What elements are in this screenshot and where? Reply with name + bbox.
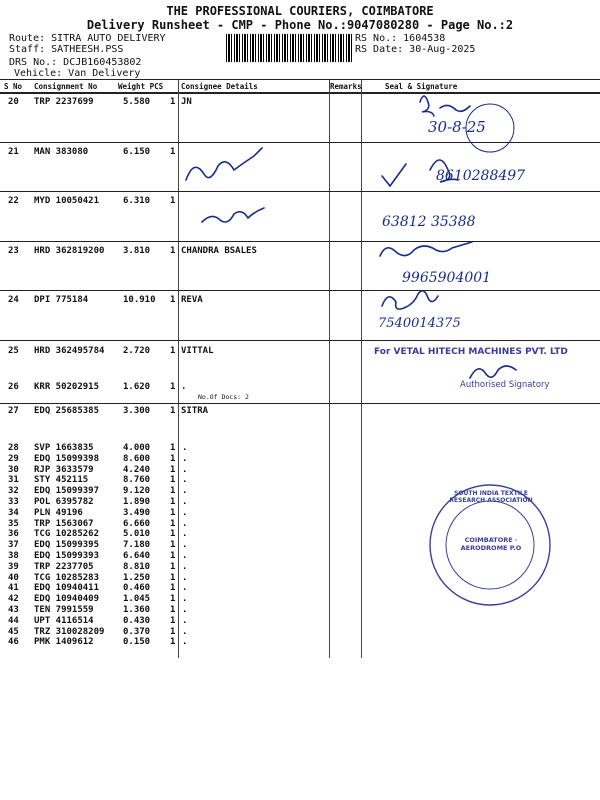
col-weight-pcs: Weight PCS [118,82,164,91]
sno: 23 [8,246,19,256]
consignment-no: TRP 2237705 [34,561,94,572]
weight: 0.370 [123,626,151,637]
consignment-no: TEN 7991559 [34,605,94,615]
sno: 28 [8,443,19,453]
consignment-no: TRP 2237699 [34,97,94,107]
consignment-no: UPT 4116514 [34,615,94,626]
drs-number: DRS No.: DCJB160453802 [9,57,142,68]
consignee-placeholder: . [182,540,188,551]
signature-25 [470,366,516,378]
col-consignment: Consignment No [34,82,98,91]
pcs: 1 [170,583,176,594]
weight: 3.300 [123,406,151,416]
pcs: 1 [170,443,176,453]
consignee-placeholder: . [182,615,188,626]
consignment-no: PMK 1409612 [34,637,94,648]
pcs: 1 [170,626,176,637]
pcs: 1 [170,497,176,507]
weight: 5.580 [123,97,151,107]
sno: 44 [8,615,19,626]
handwritten-phone-23: 9965904001 [402,270,492,286]
col-sno: S No [4,82,23,91]
consignment-no: EDQ 25685385 [34,406,100,416]
weight: 1.890 [123,497,151,507]
pcs: 1 [170,540,176,551]
consignee-placeholder: . [182,583,188,594]
sno: 20 [8,97,19,107]
pcs: 1 [170,453,176,464]
consignee-placeholder: . [182,486,188,497]
consignment-no: EDQ 10940411 [34,583,100,594]
pcs: 1 [170,518,176,529]
consignee-placeholder: . [182,497,188,507]
pcs: 1 [170,246,176,256]
consignee-placeholder: . [182,561,188,572]
weight: 3.490 [123,507,151,518]
consignee-placeholder: . [182,605,188,615]
signature-24 [382,291,438,309]
sitra-stamp-ring-text: SOUTH INDIA TEXTILE RESEARCH ASSOCIATION [449,490,533,504]
weight: 6.660 [123,518,151,529]
consignee-placeholder: . [182,637,188,648]
consignment-no: HRD 362819200 [34,246,105,256]
pcs: 1 [170,605,176,615]
pcs: 1 [170,97,176,107]
sitra-stamp-inner-text: COIMBATORE · AERODROME P.O [460,536,522,552]
rs-number: RS No.: 1604538 [355,33,446,44]
consignment-no: SVP 1663835 [34,443,94,453]
consignment-no: EDQ 15099397 [34,486,100,497]
consignee-placeholder: . [182,464,188,475]
sno: 25 [8,346,19,356]
pcs: 1 [170,295,176,305]
consignment-no: EDQ 15099393 [34,551,100,561]
vetal-stamp-signatory: Authorised Signatory [460,380,550,390]
weight: 0.460 [123,583,151,594]
consignee-placeholder: . [182,475,188,486]
weight: 9.120 [123,486,151,497]
consignee-placeholder: . [182,572,188,583]
sno: 30 [8,464,19,475]
staff-label: Staff: SATHEESH.PSS [9,44,124,55]
sno: 27 [8,406,19,416]
pcs: 1 [170,406,176,416]
weight: 6.640 [123,551,151,561]
consignee-placeholder: . [182,507,188,518]
weight: 3.810 [123,246,151,256]
sno: 32 [8,486,19,497]
pcs: 1 [170,572,176,583]
consignee-scrawl-22 [202,208,264,222]
consignee: REVA [181,295,203,305]
sno: 29 [8,453,19,464]
sno: 46 [8,637,19,648]
sno: 35 [8,518,19,529]
no-of-docs: No.Of Docs: 2 [198,393,249,401]
consignment-no: DPI 775184 [34,295,89,305]
col-consignee: Consignee Details [181,82,258,91]
route-label: Route: SITRA AUTO DELIVERY [9,33,166,44]
consignee: CHANDRA BSALES [181,246,257,256]
pcs: 1 [170,551,176,561]
vetal-stamp-company: For VETAL HITECH MACHINES PVT. LTD [374,347,568,357]
handwritten-date-20: 30-8-25 [428,118,486,136]
weight: 4.000 [123,443,151,453]
sno: 21 [8,147,19,157]
vehicle-label: Vehicle: Van Delivery [14,68,141,79]
consignee: . [181,382,187,392]
pcs: 1 [170,507,176,518]
weight: 7.180 [123,540,151,551]
consignee-placeholder: . [182,529,188,540]
weight: 1.360 [123,605,151,615]
sno: 31 [8,475,19,486]
pcs: 1 [170,464,176,475]
consignee: SITRA [181,406,209,416]
weight: 6.150 [123,147,151,157]
sno: 39 [8,561,19,572]
consignee-scrawl-21 [186,148,262,180]
pcs: 1 [170,475,176,486]
sno: 34 [8,507,19,518]
consignment-no: TRZ 310028209 [34,626,105,637]
signature-23 [380,242,472,256]
sno: 45 [8,626,19,637]
consignee-placeholder: . [182,594,188,605]
consignment-no: EDQ 15099395 [34,540,100,551]
pcs: 1 [170,594,176,605]
consignment-no: KRR 50202915 [34,382,100,392]
sno: 33 [8,497,19,507]
pcs: 1 [170,561,176,572]
weight: 8.810 [123,561,151,572]
consignment-no: EDQ 10940409 [34,594,100,605]
sno: 42 [8,594,19,605]
weight: 8.760 [123,475,151,486]
consignment-no: TCG 10285262 [34,529,100,540]
tick-21 [382,164,406,186]
handwritten-phone-24: 7540014375 [378,316,461,331]
pcs: 1 [170,486,176,497]
pcs: 1 [170,615,176,626]
sno: 40 [8,572,19,583]
weight: 1.250 [123,572,151,583]
weight: 0.150 [123,637,151,648]
col-seal-signature: Seal & Signature [385,82,458,91]
signature-20 [420,96,470,116]
consignment-no: POL 6395782 [34,497,94,507]
handwritten-number-22: 63812 35388 [382,214,476,230]
consignment-no: HRD 362495784 [34,346,105,356]
weight: 1.045 [123,594,151,605]
weight: 6.310 [123,196,151,206]
consignment-no: PLN 49196 [34,507,83,518]
pcs: 1 [170,637,176,648]
weight: 8.600 [123,453,151,464]
consignee-placeholder: . [182,453,188,464]
handwritten-phone-21: 8610288497 [436,168,526,184]
pcs: 1 [170,196,176,206]
consignment-no: MYD 10050421 [34,196,100,206]
weight: 4.240 [123,464,151,475]
pcs: 1 [170,346,176,356]
weight: 5.010 [123,529,151,540]
consignee-placeholder: . [182,626,188,637]
document-title: THE PROFESSIONAL COURIERS, COIMBATORE [166,4,434,18]
pcs: 1 [170,529,176,540]
pcs: 1 [170,147,176,157]
consignment-no: EDQ 15099398 [34,453,100,464]
weight: 10.910 [123,295,156,305]
sno: 43 [8,605,19,615]
consignment-no: MAN 383080 [34,147,89,157]
weight: 0.430 [123,615,151,626]
pcs: 1 [170,382,176,392]
consignee: JN [181,97,192,107]
col-remarks: Remarks [330,82,362,91]
sno: 24 [8,295,19,305]
sno: 37 [8,540,19,551]
weight: 1.620 [123,382,151,392]
consignee-placeholder: . [182,443,188,453]
sno: 22 [8,196,19,206]
weight: 2.720 [123,346,151,356]
sno: 26 [8,382,19,392]
consignee-placeholder: . [182,518,188,529]
document-subtitle: Delivery Runsheet - CMP - Phone No.:9047080280 - Page No.:2 [86,18,514,32]
rs-date: RS Date: 30-Aug-2025 [355,44,476,55]
sno: 38 [8,551,19,561]
consignment-no: STY 452115 [34,475,89,486]
consignment-no: RJP 3633579 [34,464,94,475]
consignment-no: TRP 1563067 [34,518,94,529]
consignee: VITTAL [181,346,214,356]
consignment-no: TCG 10285283 [34,572,100,583]
sno: 36 [8,529,19,540]
sno: 41 [8,583,19,594]
consignee-placeholder: . [182,551,188,561]
